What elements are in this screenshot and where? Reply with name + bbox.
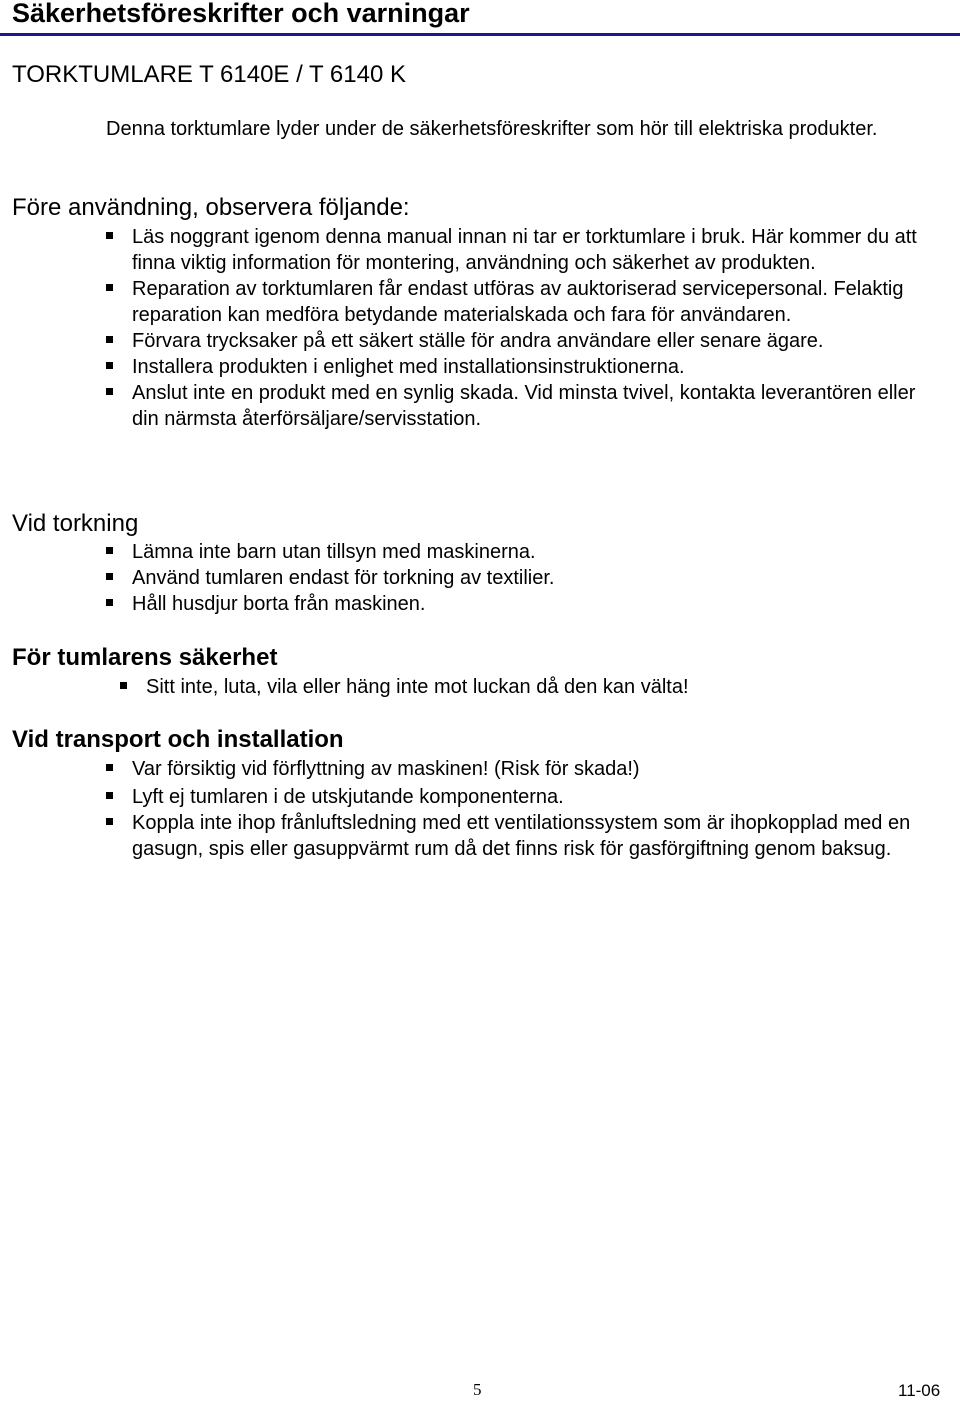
list-item: Var försiktig vid förflyttning av maskinen! (Risk för skada!)	[106, 756, 946, 782]
page-number: 5	[473, 1380, 482, 1399]
list-item: Läs noggrant igenom denna manual innan ni tar er torktumlare i bruk. Här kommer du att finna viktig information för montering, användning och säkerhet av produkten.	[106, 224, 946, 276]
product-subtitle: TORKTUMLARE T 6140E / T 6140 K	[12, 61, 406, 88]
list-item: Lyft ej tumlaren i de utskjutande komponenterna.	[106, 784, 946, 810]
section-heading-dryer-safety: För tumlarens säkerhet	[12, 644, 278, 671]
section-heading-drying: Vid torkning	[12, 510, 139, 537]
list-item: Installera produkten i enlighet med installationsinstruktionerna.	[106, 354, 946, 380]
bullet-square-icon	[106, 818, 113, 825]
transport-list	[106, 756, 946, 862]
bullet-square-icon	[106, 599, 113, 606]
page-title: Säkerhetsföreskrifter och varningar	[12, 0, 470, 28]
list-item: Använd tumlaren endast för torkning av textilier.	[106, 565, 946, 591]
list-item: Anslut inte en produkt med en synlig skada. Vid minsta tvivel, kontakta leverantören eller din närmsta återförsäljare/servisstation.	[106, 380, 946, 432]
bullet-square-icon	[106, 573, 113, 580]
list-item: Reparation av torktumlaren får endast utföras av auktoriserad servicepersonal. Felaktig reparation kan medföra betydande materialskada och fara för användaren.	[106, 276, 946, 328]
bullet-square-icon	[106, 388, 113, 395]
bullet-square-icon	[106, 764, 113, 771]
list-item: Lämna inte barn utan tillsyn med maskinerna.	[106, 539, 946, 565]
section-heading-before-use: Före användning, observera följande:	[12, 194, 410, 221]
bullet-square-icon	[106, 284, 113, 291]
document-code: 11-06	[898, 1381, 941, 1400]
drying-list	[106, 539, 946, 617]
bullet-square-icon	[106, 336, 113, 343]
list-item: Koppla inte ihop frånluftsledning med ett ventilationssystem som är ihopkopplad med en gasugn, spis eller gasuppvärmt rum då det finns risk för gasförgiftning genom baksug.	[106, 810, 946, 862]
list-item: Sitt inte, luta, vila eller häng inte mot luckan då den kan välta!	[120, 674, 940, 700]
title-underline	[0, 33, 960, 36]
list-item: Förvara trycksaker på ett säkert ställe för andra användare eller senare ägare.	[106, 328, 946, 354]
list-item: Håll husdjur borta från maskinen.	[106, 591, 946, 617]
section-heading-transport: Vid transport och installation	[12, 726, 344, 753]
before-use-list	[106, 224, 946, 432]
intro-paragraph: Denna torktumlare lyder under de säkerhetsföreskrifter som hör till elektriska produkter.	[106, 118, 878, 140]
bullet-square-icon	[106, 792, 113, 799]
bullet-square-icon	[106, 547, 113, 554]
dryer-safety-list	[120, 674, 940, 700]
bullet-square-icon	[106, 362, 113, 369]
bullet-square-icon	[106, 232, 113, 239]
bullet-square-icon	[120, 682, 127, 689]
